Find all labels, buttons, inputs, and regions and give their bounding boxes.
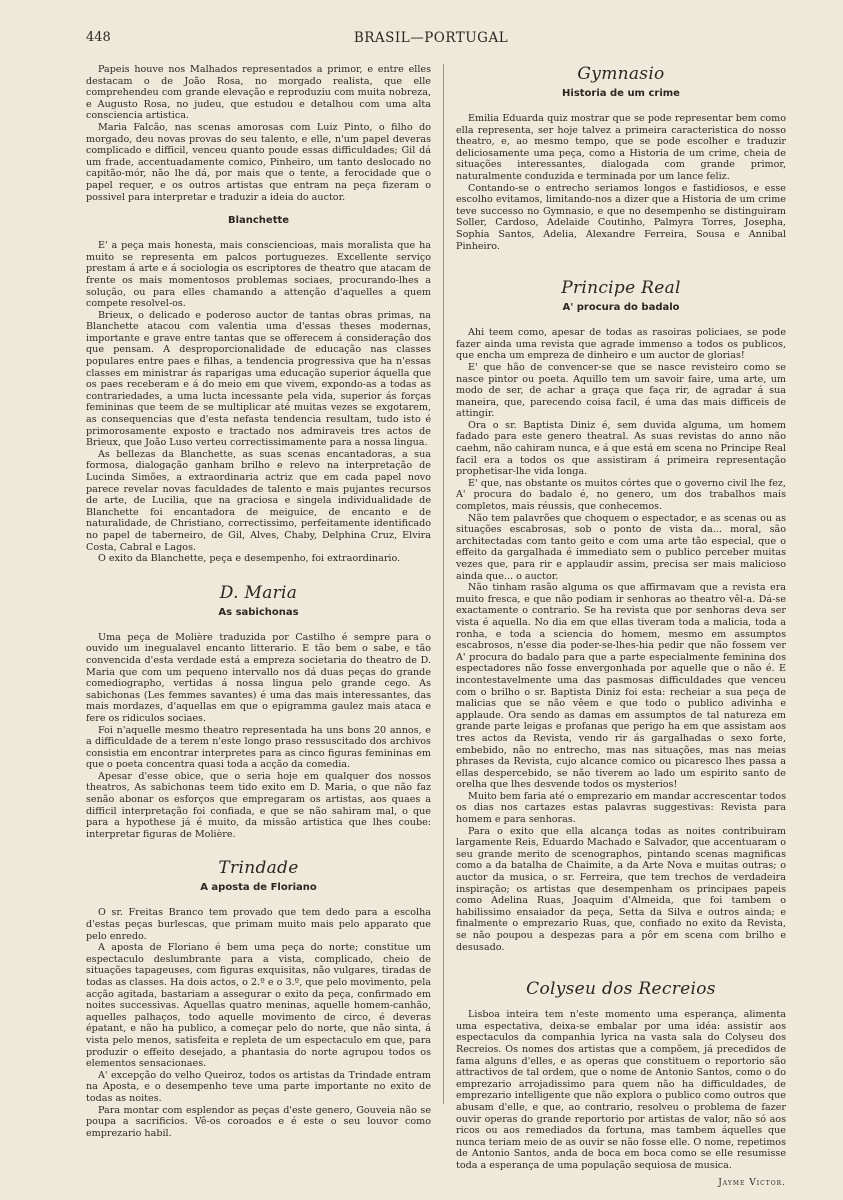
paragraph: E' que hão de convencer-se que se nasce revisteiro como se nasce pintor ou poeta. Aquillo tem um savoir faire, uma arte, um modo de ser, de achar a graça que faça rir, de agradar á sua maneira, que, parecendo coisa facil, é uma das mais difficeis de attingir. <box>456 361 786 420</box>
author-signature: Jayme Victor. <box>718 1177 786 1188</box>
paragraph: Para o exito que ella alcança todas as noites contribuiram largamente Reis, Eduardo Machado e Salvador, que accentuaram o seu grande merito de scenographos, pintando scenas magnificas como a da batalha de Chaimite, a da Arte Nova e muitas outras; o auctor da musica, o sr. Ferreira, que tem trechos de verdadeira inspiração; os artistas que desempenham os principaes papeis como Adelina Ruas, Joaquim d'Almeida, que foi tambem o habilissimo ensaiador da peça, Setta da Silva e outros ainda; e finalmente o emprezario Ruas, que, confiado no exito da Revista, se não poupou a despezas para a pôr em scena com brilho e desusado. <box>456 825 786 953</box>
paragraph: Contando-se o entrecho seriamos longos e fastidiosos, e esse escolho evitamos, limitando-nos a dizer que a Historia de um crime teve successo no Gymnasio, e que no desempenho se distinguiram Soller, Cardoso, Adelaide Coutinho, Palmyra Torres, Josepha, Sophia Santos, Adelia, Alexandre Ferreira, Sousa e Annibal Pinheiro. <box>456 182 786 252</box>
section-subtitle: A' procura do badalo <box>562 302 680 314</box>
paragraph: A' excepção do velho Queiroz, todos os artistas da Trindade entram na Aposta, e o desempenho teve uma parte importante no exito de todas as noites. <box>86 1069 431 1104</box>
paragraph: Brieux, o delicado e poderoso auctor de tantas obras primas, na Blanchette atacou com valentia uma d'essas theses modernas, importante e grave entre tantas que se offerecem á consideração dos que pensam. A desproporcionalidade de educação nas classes populares entre paes e filhas, a tendencia progressiva que ha n'essas classes em ministrar ás raparigas uma educação superior áquella que os paes receberam e á do meio em que vivem, expondo-as a todas as contrariedades, a uma lucta incessante pela vida, superior ás forças femininas que teem de se multiplicar até muitas vezes se exgotarem, as consequencias que d'esta nefasta tendencia resultam, tudo isto é primorosamente exposto e tractado nos admiraveis tres actos de Brieux, que João Luso verteu correctissimamente para a nossa lingua. <box>86 309 431 449</box>
paragraph: Muito bem faria até o emprezario em mandar accrescentar todos os dias nos cartazes estas palavras suggestivas: Revista para homem e para senhoras. <box>456 790 786 826</box>
paragraph: Ora o sr. Baptista Diniz é, sem duvida alguma, um homem fadado para este genero theatral. As suas revistas do anno não caehm, não cahiram nunca, e á que está em scena no Principe Real facil era a todos os que assistiram á primeira representação prophetisar-lhe vida longa. <box>456 419 786 478</box>
running-title: BRASIL—PORTUGAL <box>353 30 509 46</box>
paragraph: E' a peça mais honesta, mais consciencioas, mais moralista que ha muito se representa em palcos portuguezes. Excellente serviço prestam á arte e á sociologia os escriptores de theatro que atacam de frente os mais momentosos problemas sociaes, procurando-lhes a solução, ou para elles chamando a attenção d'aquelles a quem compete resolvel-os. <box>86 240 431 310</box>
paragraph: Para montar com esplendor as peças d'este genero, Gouveia não se poupa a sacrificios. Vê-os coroados e é este o seu louvor como emprezario habil. <box>86 1104 431 1139</box>
spacer <box>456 1001 786 1009</box>
paragraph: Não tem palavrões que choquem o espectador, e as scenas ou as situações escabrosas, sob o ponto de vista da... moral, são architectadas com tanto geito e com uma arte tão especial, que o effeito da gargalhada é immediato sem o publico perceber muitas vezes que, para rir e applaudir assim, precisa ser mais malicioso ainda que... o auctor. <box>456 512 786 582</box>
paragraph: O exito da Blanchette, peça e desempenho, foi extraordinario. <box>98 553 401 565</box>
section-subtitle: Blanchette <box>227 215 290 227</box>
paragraph: Foi n'aquelle mesmo theatro representada ha uns bons 20 annos, e a difficuldade de a terem n'este longo praso ressuscitado dos archivos consistia em encontrar interpretes para as cinco figuras femininas em que o poeta concentra quasi toda a acção da comedia. <box>86 724 431 771</box>
section-subtitle: As sabichonas <box>218 606 299 618</box>
paragraph: Papeis houve nos Malhados representados a primor, e entre elles destacam o de João Rosa, no morgado realista, que elle comprehendeu com grande elevação e reproduziu com muita nobreza, e Augusto Rosa, no judeu, que estudou e detalhou com uma alta consciencia artistica. <box>86 64 431 122</box>
paragraph: Apesar d'esse obice, que o seria hoje em qualquer dos nossos theatros, As sabichonas teem tido exito em D. Maria, o que não faz senão abonar os esforços que empregaram os artistas, aos quaes a difficil interpretação foi confiada, e que se não sahiram mal, o que para a hypothese já é muito, da missão artistica que lhes coube: interpretar figuras de Molière. <box>86 770 431 840</box>
section-subtitle: Historia de um crime <box>562 88 680 99</box>
section-subtitle: A aposta de Floriano <box>200 882 317 894</box>
paragraph: Maria Falcão, nas scenas amorosas com Luiz Pinto, o filho do morgado, deu novas provas do seu talento, e elle, n'um papel deveras complicado e difficil, venceu quanto poude essas difficuldades; Gil dá um frade, accentuadamente comico, Pinheiro, um tanto deslocado no capitão-mór, não lhe dá, por mais que o tente, a ferocidade que o papel requer, e os outros artistas que entram na peça fizeram o possivel para interpretar e traduzir a ideia do auctor. <box>86 121 431 203</box>
section-title: D. Maria <box>219 582 298 603</box>
section-title: Gymnasio <box>577 64 665 84</box>
section-title: Principe Real <box>561 278 681 299</box>
page-header <box>86 30 776 50</box>
paragraph: Não tinham rasão alguma os que affirmavam que a revista era muito fresca, e que não podiam ir senhoras ao theatro vêl-a. Dá-se exactamente o contrario. Se ha revista que por senhoras deva ser vista é aquella. No dia em que ellas tiveram toda a malicia, toda a ronha, e toda a sciencia do homem, mesmo em assumptos escabrosos, n'esse dia poder-se-lhes-hia pedir que não fossem ver A' procura do badalo para que a parte especialmente feminina dos espectadores não fosse envergonhada por aquelle que o não é. E incontestavelmente uma das pasmosas difficuldades que venceu com o brilho o sr. Baptista Diniz foi esta: recheiar a sua peça de malicias que se não vêem e que todo o publico adivinha e applaude. Ora sendo as damas em assumptos de tal natureza em grande parte leigas e profanas que perigo ha em que assistam aos tres actos da Revista, vendo rir ás gargalhadas o sexo forte, embebido, não no entrecho, mas nas situações, mas nas meias phrases da Revista, cujo alcance comico ou picaresco lhes passa a ellas despercebido, se não tiverem ao lado um espirito santo de orelha que lhes desvende todos os mysterios! <box>456 582 786 791</box>
paragraph: O sr. Freitas Branco tem provado que tem dedo para a escolha d'estas peças burlescas, que primam muito mais pelo apparato que pelo enredo. <box>86 907 431 942</box>
paragraph: Lisboa inteira tem n'este momento uma esperança, alimenta uma espectativa, deixa-se embalar por uma idéa: assistir aos espectaculos da companhia lyrica na vasta sala do Colyseu dos Recreios. Os nomes dos artistas que a compõem, já precedidos de fama alguns d'elles, e as operas que constituem o reportorio são attractivos de tal ordem, que o nome de Antonio Santos, como o do emprezario arrojadissimo para quem não ha difficuldades, de emprezario intelligente que não explora o publico como outros que abusam d'elle, e que, ao contrario, resolveu o problema de fazer ouvir operas do grande reportorio por artistas de valor, não só aos ricos ou aos remediados da fortuna, mas tambem áquelles que nunca teriam meio de as ouvir se não fosse elle. O nome, repetimos de Antonio Santos, anda de boca em boca como se elle resumisse toda a esperança de uma população sequiosa de musica. <box>456 1009 786 1171</box>
right-column <box>456 64 786 1188</box>
section-title: Colyseu dos Recreios <box>526 979 716 1000</box>
section-title: Trindade <box>218 858 299 879</box>
paragraph: E' que, nas obstante os muitos córtes que o governo civil lhe fez, A' procura do badalo é, no genero, um dos trabalhos mais completos, mais réussis, que conhecemos. <box>456 477 786 513</box>
paragraph: As bellezas da Blanchette, as suas scenas encantadoras, a sua formosa, dialogação ganham brilho e relevo na interpretação de Lucinda Simões, a extraordinaria actriz que em cada papel novo parece revelar novas faculdades de talento e mais pujantes recursos de arte, de Lucilia, que na graciosa e singela individualidade de Blanchette foi encantadora de meiguice, de encanto e de naturalidade, de Christiano, correctissimo, perfeitamente identificado no papel de taberneiro, de Gil, Alves, Chaby, Delphina Cruz, Elvira Costa, Cabral e Lagos. <box>86 448 431 553</box>
paragraph: A aposta de Floriano é bem uma peça do norte; constitue um espectaculo deslumbrante para a vista, complicado, cheio de situações tapageuses, com figuras exquisitas, não vulgares, tiradas de todas as classes. Ha dois actos, o 2.º e o 3.º, que pelo movimento, pela acção agitada, bastariam a assegurar o exito da peça, confirmado em noites successivas. Aquellas quatro meninas, aquelle homem-canhão, aquelles palhaços, todo aquelle movimento de circo, é deveras épatant, e não ha publico, a começar pelo do norte, que não sinta, á vista pelo menos, satisfeita e repleta de um espectaculo em que, para produzir o effeito desejado, a phantasia do norte agrupou todos os elementos sensacionaes. <box>86 942 431 1070</box>
left-column <box>86 64 431 1139</box>
paragraph: Emilia Eduarda quiz mostrar que se pode representar bem como ella representa, ser hoje talvez a primeira caracteristica do nosso theatro, e, ao mesmo tempo, que se pode escolher e traduzir deliciosamente uma peça, como a Historia de um crime, cheia de situações interessantes, dialogada com grande primor, naturalmente conduzida e terminada por um lance feliz. <box>456 113 786 182</box>
page-number: 448 <box>86 30 111 45</box>
paragraph: Ahi teem como, apesar de todas as rasoiras policiaes, se pode fazer ainda uma revista que agrade immenso a todos os publicos, que encha um empreza de dinheiro e um auctor de glorias! <box>456 327 786 362</box>
column-divider <box>443 64 444 1104</box>
paragraph: Uma peça de Molière traduzida por Castilho é sempre para o ouvido um inegualavel encanto litterario. E tão bem o sabe, e tão convencida d'esta verdade está a empreza societaria do theatro de D. Maria que com um pequeno intervallo nos dá duas peças do grande comediographo, vertidas á nossa lingua pelo grande cego. As sabichonas (Les femmes savantes) é uma das mais interessantes, das mais mordazes, d'aquellas em que o epigramma gaulez mais ataca e fere os ridiculos sociaes. <box>86 631 431 724</box>
